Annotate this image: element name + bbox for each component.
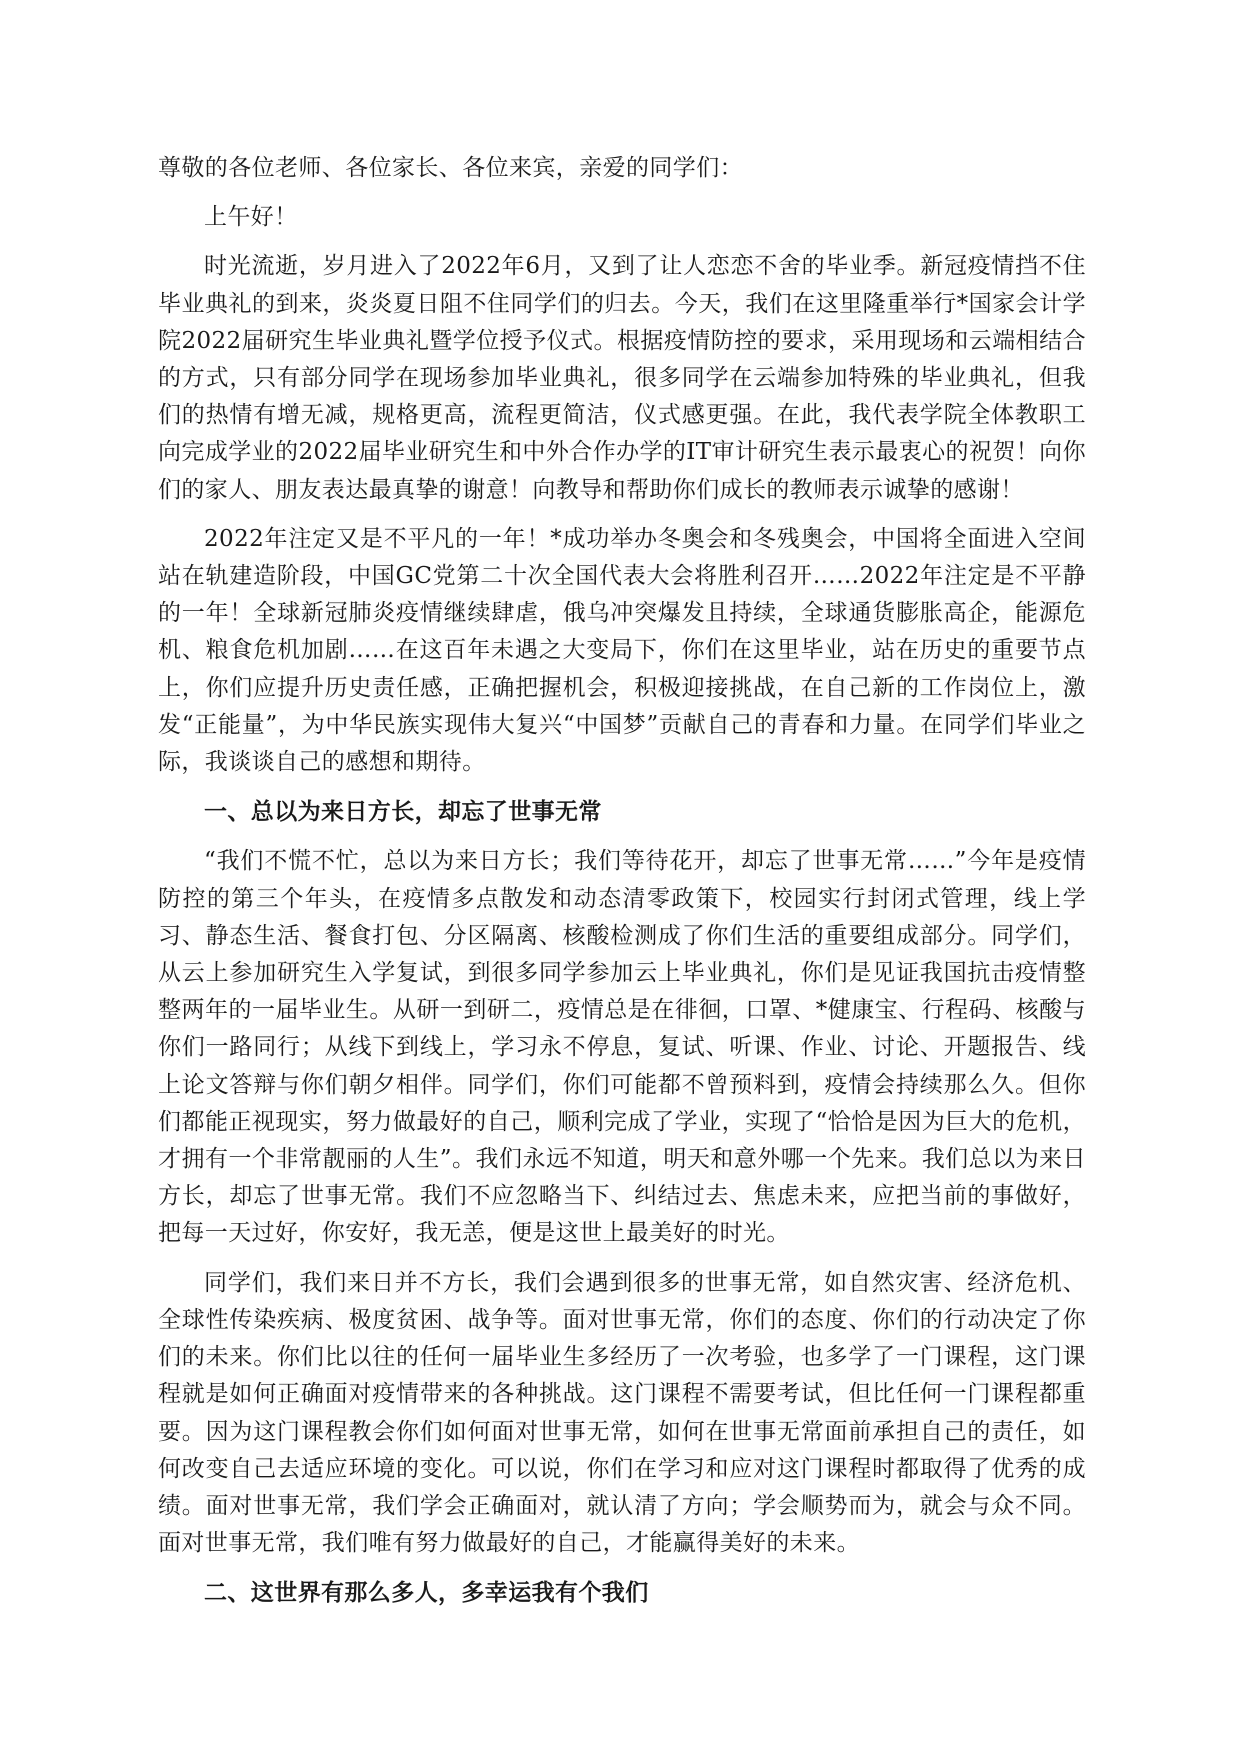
section-1-paragraph-1: “我们不慌不忙，总以为来日方长；我们等待花开，却忘了世事无常……”今年是疫情防控的第三个年头，在疫情多点散发和动态清零政策下，校园实行封闭式管理，线上学习、静态生活、餐食打包、分区隔离、核酸检测成了你们生活的重要组成部分。同学们，从云上参加研究生入学复试，到很多同学参加云上毕业典礼，你们是见证我国抗击疫情整整两年的一届毕业生。从研一到研二，疫情总是在徘徊，口罩、*健康宝、行程码、核酸与你们一路同行；从线下到线上，学习永不停息，复试、听课、作业、讨论、开题报告、线上论文答辩与你们朝夕相伴。同学们，你们可能都不曾预料到，疫情会持续那么久。但你们都能正视现实，努力做最好的自己，顺利完成了学业，实现了“恰恰是因为巨大的危机，才拥有一个非常靓丽的人生”。我们永远不知道，明天和意外哪一个先来。我们总以为来日方长，却忘了世事无常。我们不应忽略当下、纠结过去、焦虑未来，应把当前的事做好，把每一天过好，你安好，我无恙，便是这世上最美好的时光。 <box>158 848 1086 1247</box>
section-1-paragraph-2: 同学们，我们来日并不方长，我们会遇到很多的世事无常，如自然灾害、经济危机、全球性传染疾病、极度贫困、战争等。面对世事无常，你们的态度、你们的行动决定了你们的未来。你们比以往的任何一届毕业生多经历了一次考验，也多学了一门课程，这门课程就是如何正确面对疫情带来的各种挑战。这门课程不需要考试，但比任何一门课程都重要。因为这门课程教会你们如何面对世事无常，如何在世事无常面前承担自己的责任，如何改变自己去适应环境的变化。可以说，你们在学习和应对这门课程时都取得了优秀的成绩。面对世事无常，我们学会正确面对，就认清了方向；学会顺势而为，就会与众不同。面对世事无常，我们唯有努力做最好的自己，才能赢得美好的未来。 <box>158 1269 1086 1557</box>
document-page <box>158 150 1086 1625</box>
section-1-heading: 一、总以为来日方长，却忘了世事无常 <box>204 798 602 826</box>
intro-paragraph-2: 2022年注定又是不平凡的一年！*成功举办冬奥会和冬残奥会，中国将全面进入空间站在轨建造阶段，中国GC党第二十次全国代表大会将胜利召开……2022年注定是不平静的一年！全球新冠肺炎疫情继续肆虐，俄乌冲突爆发且持续，全球通货膨胀高企，能源危机、粮食危机加剧……在这百年未遇之大变局下，你们在这里毕业，站在历史的重要节点上，你们应提升历史责任感，正确把握机会，积极迎接挑战，在自己新的工作岗位上，激发“正能量”，为中华民族实现伟大复兴“中国梦”贡献自己的青春和力量。在同学们毕业之际，我谈谈自己的感想和期待。 <box>158 525 1086 776</box>
section-2-heading: 二、这世界有那么多人，多幸运我有个我们 <box>204 1579 649 1607</box>
intro-paragraph-1: 时光流逝，岁月进入了2022年6月，又到了让人恋恋不舍的毕业季。新冠疫情挡不住毕业典礼的到来，炎炎夏日阻不住同学们的归去。今天，我们在这里隆重举行*国家会计学院2022届研究生毕业典礼暨学位授予仪式。根据疫情防控的要求，采用现场和云端相结合的方式，只有部分同学在现场参加毕业典礼，很多同学在云端参加特殊的毕业典礼，但我们的热情有增无减，规格更高，流程更简洁，仪式感更强。在此，我代表学院全体教职工向完成学业的2022届毕业研究生和中外合作办学的IT审计研究生表示最衷心的祝贺！向你们的家人、朋友表达最真挚的谢意！向教导和帮助你们成长的教师表示诚挚的感谢！ <box>158 253 1086 503</box>
salutation: 尊敬的各位老师、各位家长、各位来宾，亲爱的同学们： <box>158 155 743 181</box>
greeting: 上午好！ <box>204 204 298 231</box>
